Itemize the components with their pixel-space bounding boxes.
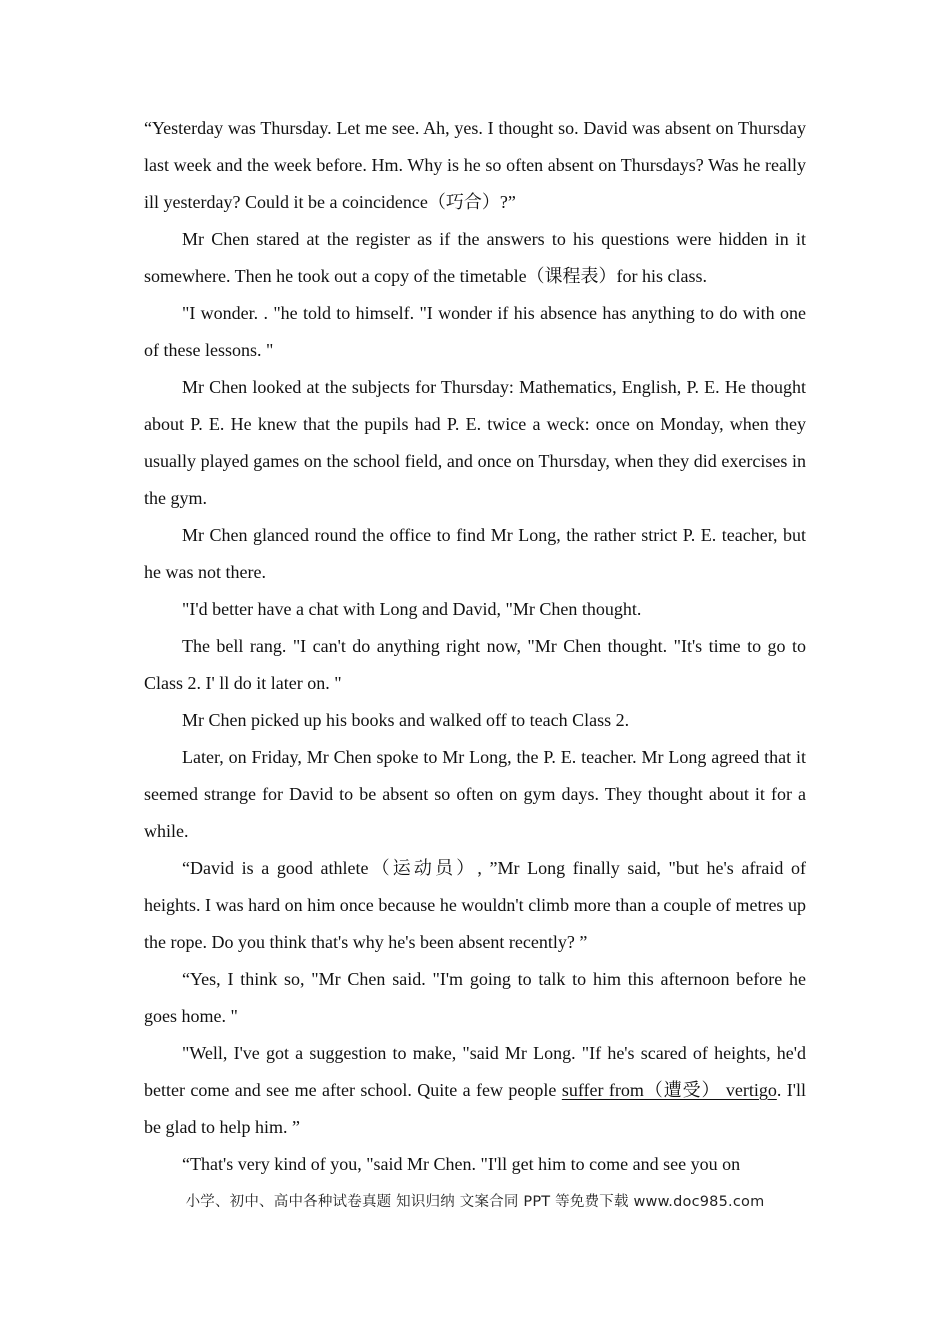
paragraph-text-before: "Well, I've got a suggestion to make, "said Mr Long. "If he's scared of heights, he'd better come and see me after school. Quite a few people xyxy=(144,1043,806,1100)
paragraph: Mr Chen stared at the register as if the answers to his questions were hidden in it somewhere. Then he took out a copy of the timetable（课程表）for his class. xyxy=(144,229,806,286)
page-footer: 小学、初中、高中各种试卷真题 知识归纳 文案合同 PPT 等免费下载 www.doc985.com xyxy=(185,1194,765,1210)
paragraph: The bell rang. "I can't do anything right now, "Mr Chen thought. "It's time to go to Class 2. I' ll do it later on. " xyxy=(144,636,806,693)
paragraph: “Yesterday was Thursday. Let me see. Ah, yes. I thought so. David was absent on Thursday last week and the week before. Hm. Why is he so often absent on Thursdays? Was he really ill yesterday? Could it be a coincidence（巧合）?” xyxy=(144,118,806,212)
paragraph-with-underline xyxy=(144,1035,806,1146)
paragraph: “David is a good athlete（运动员）, ”Mr Long finally said, "but he's afraid of heights. I was hard on him once because he wouldn't climb more than a couple of metres up the rope. Do you think that's why he's been absent recently? ” xyxy=(144,858,806,952)
paragraph: “That's very kind of you, "said Mr Chen. "I'll get him to come and see you on xyxy=(182,1154,741,1174)
paragraph: “Yes, I think so, "Mr Chen said. "I'm going to talk to him this afternoon before he goes home. " xyxy=(144,969,806,1026)
paragraph-text-after: . I'll be glad to help him. ” xyxy=(144,1080,806,1137)
paragraph: Mr Chen looked at the subjects for Thursday: Mathematics, English, P. E. He thought about P. E. He knew that the pupils had P. E. twice a weck: once on Monday, when they usually played games on the school field, and once on Thursday, when they did exercises in the gym. xyxy=(144,377,806,508)
underlined-phrase: suffer from（遭受） vertigo xyxy=(561,1080,777,1100)
paragraph: Mr Chen glanced round the office to find Mr Long, the rather strict P. E. teacher, but he was not there. xyxy=(144,525,806,582)
paragraph: Mr Chen picked up his books and walked off to teach Class 2. xyxy=(182,710,630,730)
story-text xyxy=(144,110,806,1183)
paragraph: "I'd better have a chat with Long and David, "Mr Chen thought. xyxy=(182,599,642,619)
paragraph: "I wonder. . "he told to himself. "I wonder if his absence has anything to do with one of these lessons. " xyxy=(144,303,806,360)
paragraph: Later, on Friday, Mr Chen spoke to Mr Long, the P. E. teacher. Mr Long agreed that it seemed strange for David to be absent so often on gym days. They thought about it for a while. xyxy=(144,747,806,841)
